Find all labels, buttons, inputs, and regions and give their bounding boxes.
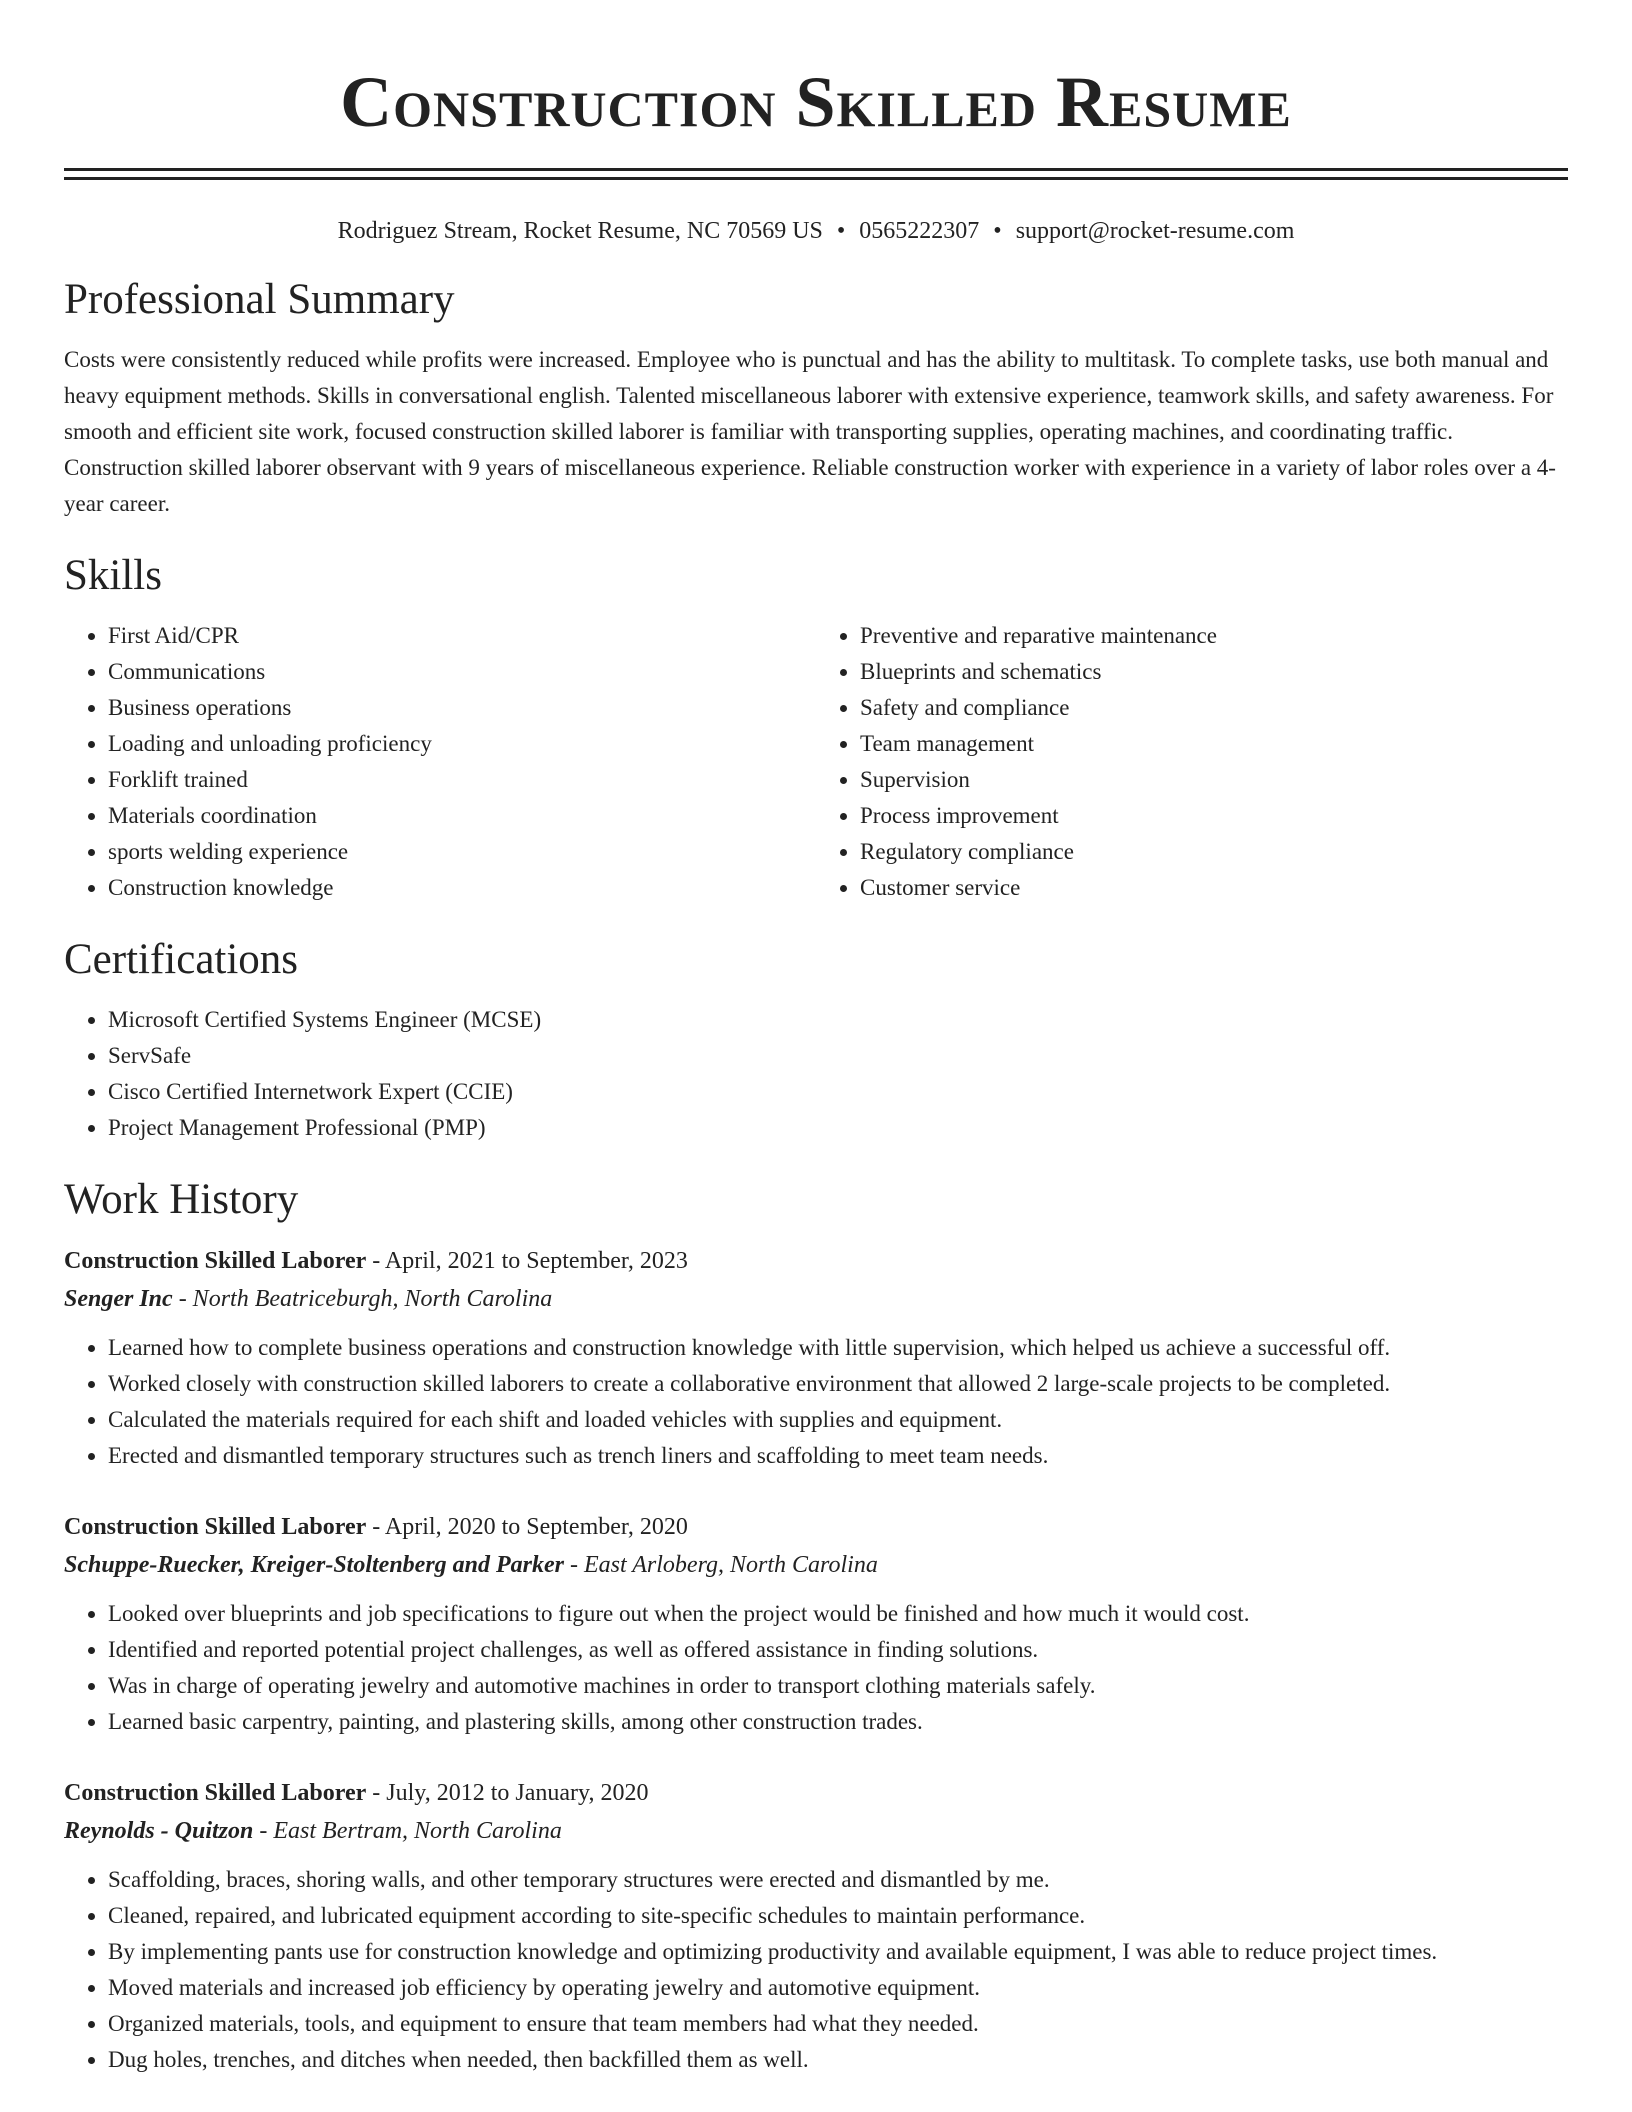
job-title: Construction Skilled Laborer <box>64 1248 367 1274</box>
work-history-heading: Work History <box>64 1176 299 1223</box>
job-location: - North Beatriceburgh, North Carolina <box>172 1286 553 1312</box>
job-bullet: • Calculated the materials required for each shift and loaded vehicles with supplies and equipment. <box>108 1402 1568 1438</box>
job-title: Construction Skilled Laborer <box>64 1514 367 1540</box>
skill-item: • Construction knowledge <box>108 870 816 906</box>
job-title: Construction Skilled Laborer <box>64 1780 367 1806</box>
job-dates: - April, 2021 to September, 2023 <box>366 1248 688 1274</box>
certification-item: • Microsoft Certified Systems Engineer (MCSE) <box>108 1002 1568 1038</box>
certifications-section <box>64 934 1568 1146</box>
skills-columns <box>64 618 1568 906</box>
certification-item: • Project Management Professional (PMP) <box>108 1110 1568 1146</box>
job-bullets <box>64 1862 1568 2078</box>
skill-item: • Process improvement <box>860 798 1568 834</box>
summary-heading: Professional Summary <box>64 276 455 323</box>
skill-item: • sports welding experience <box>108 834 816 870</box>
skill-item: • Blueprints and schematics <box>860 654 1568 690</box>
skill-item: • Preventive and reparative maintenance <box>860 618 1568 654</box>
job-dates: - April, 2020 to September, 2020 <box>366 1514 688 1540</box>
job-bullet: • Scaffolding, braces, shoring walls, and other temporary structures were erected and dismantled by me. <box>108 1862 1568 1898</box>
job-company-line <box>64 1546 1568 1584</box>
job-bullets <box>64 1596 1568 1740</box>
job-company: Senger Inc <box>64 1286 173 1312</box>
job-bullet: • Cleaned, repaired, and lubricated equipment according to site-specific schedules to maintain performance. <box>108 1898 1568 1934</box>
contact-phone: 0565222307 <box>859 218 980 244</box>
summary-text: Costs were consistently reduced while profits were increased. Employee who is punctual and has the ability to multitask. To complete tasks, use both manual and heavy equipment methods. Skills in conversational english. Talented miscellaneous laborer with extensive experience, teamwork skills, and safety awareness. For smooth and efficient site work, focused construction skilled laborer is familiar with transporting supplies, operating machines, and coordinating traffic. Construction skilled laborer observant with 9 years of miscellaneous experience. Reliable construction worker with experience in a variety of labor roles over a 4-year career. <box>64 347 1556 516</box>
skill-item: • Supervision <box>860 762 1568 798</box>
resume-content <box>64 54 1568 2078</box>
job-company: Schuppe-Ruecker, Kreiger-Stoltenberg and Parker <box>64 1552 565 1578</box>
skill-item: • Customer service <box>860 870 1568 906</box>
skills-section <box>64 550 1568 906</box>
job-location: - East Arloberg, North Carolina <box>564 1552 878 1578</box>
skill-item: • Safety and compliance <box>860 690 1568 726</box>
contact-separator: • <box>836 218 846 244</box>
job-dates: - July, 2012 to January, 2020 <box>366 1780 649 1806</box>
job-bullet: • By implementing pants use for construction knowledge and optimizing productivity and available equipment, I was able to reduce project times. <box>108 1934 1568 1970</box>
job-bullet: • Dug holes, trenches, and ditches when needed, then backfilled them as well. <box>108 2042 1568 2078</box>
skill-item: • Team management <box>860 726 1568 762</box>
contact-separator: • <box>993 218 1002 244</box>
resume-title: Construction Skilled Resume <box>340 62 1292 142</box>
job-bullet: • Learned basic carpentry, painting, and plastering skills, among other construction trades. <box>108 1704 1568 1740</box>
certification-item: • Cisco Certified Internetwork Expert (CCIE) <box>108 1074 1568 1110</box>
certifications-heading: Certifications <box>64 936 299 983</box>
skill-item: • Materials coordination <box>108 798 816 834</box>
job-bullet: • Looked over blueprints and job specifications to figure out when the project would be finished and how much it would cost. <box>108 1596 1568 1632</box>
skills-list-left <box>64 618 816 906</box>
job-entry <box>64 1508 1568 1740</box>
job-bullet: • Was in charge of operating jewelry and automotive machines in order to transport clothing materials safely. <box>108 1668 1568 1704</box>
skills-heading: Skills <box>64 552 162 599</box>
job-bullet: • Learned how to complete business operations and construction knowledge with little supervision, which helped us achieve a successful off. <box>108 1330 1568 1366</box>
job-bullet: • Erected and dismantled temporary structures such as trench liners and scaffolding to meet team needs. <box>108 1438 1568 1474</box>
job-bullet: • Moved materials and increased job efficiency by operating jewelry and automotive equipment. <box>108 1970 1568 2006</box>
job-title-line <box>64 1508 1568 1546</box>
job-bullet: • Identified and reported potential project challenges, as well as offered assistance in finding solutions. <box>108 1632 1568 1668</box>
skill-item: • Loading and unloading proficiency <box>108 726 816 762</box>
job-bullet: • Organized materials, tools, and equipment to ensure that team members had what they needed. <box>108 2006 1568 2042</box>
contact-email: support@rocket-resume.com <box>1015 218 1295 244</box>
contact-address: Rodriguez Stream, Rocket Resume, NC 70569 US <box>337 218 823 244</box>
job-title-line <box>64 1242 1568 1280</box>
job-bullet: • Worked closely with construction skilled laborers to create a collaborative environment that allowed 2 large-scale projects to be completed. <box>108 1366 1568 1402</box>
job-title-line <box>64 1774 1568 1812</box>
skill-item: • Forklift trained <box>108 762 816 798</box>
work-history-section <box>64 1174 1568 2078</box>
job-entry <box>64 1242 1568 1474</box>
skill-item: • Business operations <box>108 690 816 726</box>
skill-item: • Communications <box>108 654 816 690</box>
skill-item: • Regulatory compliance <box>860 834 1568 870</box>
title-divider <box>64 168 1568 180</box>
summary-section <box>64 274 1568 522</box>
job-location: - East Bertram, North Carolina <box>253 1818 562 1844</box>
certifications-list <box>64 1002 1568 1146</box>
certification-item: • ServSafe <box>108 1038 1568 1074</box>
contact-line <box>64 216 1568 246</box>
job-bullets <box>64 1330 1568 1474</box>
job-company-line <box>64 1280 1568 1318</box>
job-entry <box>64 1774 1568 2078</box>
skill-item: • First Aid/CPR <box>108 618 816 654</box>
job-company-line <box>64 1812 1568 1850</box>
job-company: Reynolds - Quitzon <box>64 1818 254 1844</box>
skills-list-right <box>816 618 1568 906</box>
